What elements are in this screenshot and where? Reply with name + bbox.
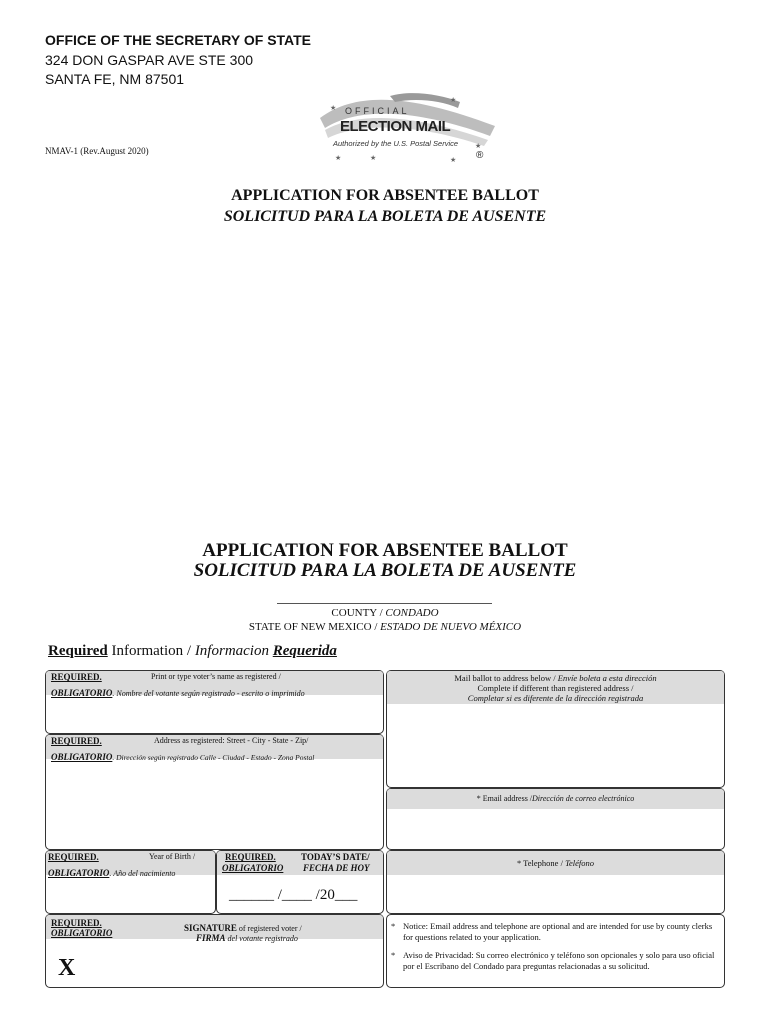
mail-label-line2: Complete if different than registered address /: [477, 683, 634, 693]
signature-required: REQUIRED.: [51, 918, 102, 928]
telephone-label-en: * Telephone /: [516, 858, 566, 868]
email-label-en: * Email address /: [476, 794, 533, 803]
birth-label-es: . Año del nacimiento: [109, 869, 176, 878]
telephone-label-band: [387, 851, 724, 875]
county-blank-line: [277, 603, 492, 604]
mail-label-line1: [387, 671, 724, 683]
email-address-field[interactable]: [386, 788, 725, 850]
date-required: REQUIRED.: [225, 852, 276, 862]
requerida-word: Requerida: [272, 643, 337, 659]
form-title-es: SOLICITUD PARA LA BOLETA DE AUSENTE: [193, 560, 577, 581]
telephone-field[interactable]: [386, 850, 725, 914]
address-required: REQUIRED.: [51, 736, 102, 746]
email-label-es: Dirección de correo electrónico: [532, 794, 635, 803]
birth-required: REQUIRED.: [48, 852, 99, 862]
signature-obligatorio: OBLIGATORIO: [51, 928, 113, 938]
mail-label-en: Mail ballot to address below /: [454, 673, 558, 683]
state-label-en: STATE OF NEW MEXICO /: [248, 621, 381, 633]
address-label-es: . Dirección según registrado Calle - Ciudad - Estado - Zona Postal: [112, 753, 315, 762]
office-address-line1: 324 DON GASPAR AVE STE 300: [45, 52, 254, 68]
birth-label-band: [46, 851, 215, 878]
notice-bullet-1: *: [391, 921, 396, 931]
county-label: [0, 607, 770, 619]
header-title-en: APPLICATION FOR ABSENTEE BALLOT: [231, 187, 539, 204]
logo-authorized: Authorized by the U.S. Postal Service: [333, 139, 459, 148]
required-word: Required: [48, 643, 108, 659]
voter-name-obligatorio: OBLIGATORIO: [51, 688, 113, 698]
header-title-es: SOLICITUD PARA LA BOLETA DE AUSENTE: [223, 208, 547, 225]
address-label-es-line: [51, 747, 314, 765]
form-number: NMAV-1 (Rev.August 2020): [45, 146, 149, 156]
registered-address-field[interactable]: [45, 734, 384, 850]
office-address-line2: SANTA FE, NM 87501: [45, 71, 185, 87]
birth-label-es-line: [48, 863, 175, 881]
notice-text-en: Notice: Email address and telephone are optional and are intended for use by county clerks for questions related to your application.: [403, 921, 713, 942]
birth-label-en: Year of Birth /: [149, 852, 196, 861]
signature-rest: of registered voter /: [236, 924, 302, 933]
state-label-es: ESTADO DE NUEVO MÉXICO: [380, 621, 522, 633]
state-label: [0, 621, 770, 633]
svg-text:★: ★: [475, 142, 482, 150]
notice-text-es: Aviso de Privacidad: Su correo electrónico y teléfono son opcionales y solo para uso oficial por el Escribano del Condado para preguntas relacionadas a su solicitud.: [403, 950, 715, 971]
notice-bullet-2: *: [391, 950, 396, 960]
mail-label-line3: Completar si es diferente de la dirección registrada: [467, 693, 644, 703]
address-label-band: [46, 735, 383, 762]
date-label-band: [217, 851, 383, 875]
privacy-notice-box: [386, 914, 725, 988]
county-label-es: CONDADO: [385, 607, 439, 619]
election-mail-logo: [300, 88, 500, 168]
address-obligatorio: OBLIGATORIO: [51, 752, 113, 762]
voter-name-label-band: [46, 671, 383, 698]
form-title-en: APPLICATION FOR ABSENTEE BALLOT: [202, 540, 568, 561]
county-label-en: COUNTY /: [331, 607, 386, 619]
voter-name-label-en: Print or type voter’s name as registered /: [151, 672, 281, 681]
signature-label-es: [196, 928, 298, 946]
required-information-heading: [48, 643, 337, 660]
email-label-band: [387, 789, 724, 809]
logo-official: OFFICIAL: [345, 106, 410, 116]
svg-text:★: ★: [450, 96, 457, 104]
date-label-es: FECHA DE HOY: [303, 863, 370, 873]
date-obligatorio: OBLIGATORIO: [222, 863, 284, 873]
signature-word: SIGNATURE: [184, 923, 237, 933]
svg-text:★: ★: [330, 104, 337, 112]
logo-registered-mark: ®: [476, 150, 484, 161]
svg-text:★: ★: [370, 154, 377, 162]
address-label-en: Address as registered: Street - City - State - Zip/: [154, 736, 309, 745]
voter-name-label-es-line: [51, 683, 305, 701]
mail-label-es: Envíe boleta a esta dirección: [557, 673, 657, 683]
signature-x-mark: X: [58, 955, 76, 981]
email-label: [387, 789, 724, 804]
telephone-label-es: Teléfono: [565, 858, 595, 868]
signature-label-band: [46, 915, 383, 943]
svg-text:★: ★: [335, 154, 342, 162]
date-blank: ______ /____ /20___: [229, 887, 358, 903]
birth-obligatorio: OBLIGATORIO: [48, 868, 110, 878]
informacion-word: Informacion: [194, 643, 273, 659]
mail-label-band: [387, 671, 724, 704]
todays-date-field[interactable]: [216, 850, 384, 914]
mail-ballot-address-field[interactable]: [386, 670, 725, 788]
information-word: Information /: [107, 643, 195, 659]
firma-word: FIRMA: [196, 933, 226, 943]
voter-name-required: REQUIRED.: [51, 672, 102, 682]
voter-name-field[interactable]: [45, 670, 384, 734]
logo-election-mail: ELECTION MAIL: [340, 118, 451, 135]
telephone-label: [387, 851, 724, 868]
svg-text:★: ★: [450, 156, 457, 164]
signature-field[interactable]: [45, 914, 384, 988]
date-label-en: TODAY’S DATE/: [301, 852, 370, 862]
voter-name-label-es: . Nombre del votante según registrado - escrito o imprimido: [112, 689, 305, 698]
year-of-birth-field[interactable]: [45, 850, 216, 914]
office-name: OFFICE OF THE SECRETARY OF STATE: [45, 32, 312, 48]
firma-rest: del votante registrado: [225, 934, 298, 943]
